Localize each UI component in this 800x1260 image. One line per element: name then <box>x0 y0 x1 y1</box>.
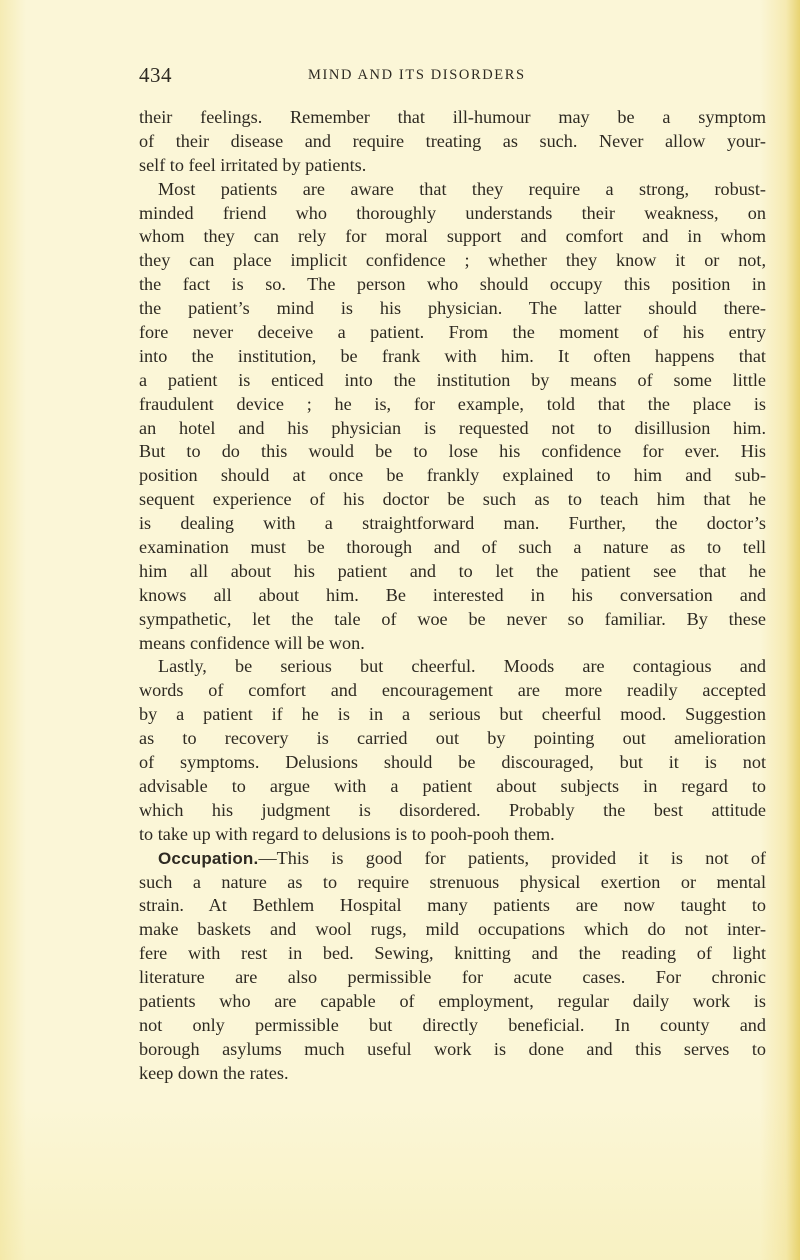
text-line <box>139 847 766 871</box>
text-line: to take up with regard to delusions is to pooh-pooh them. <box>139 823 555 844</box>
text-line: strain. At Bethlem Hospital many patients are now taught to <box>139 895 766 916</box>
text-line: advisable to argue with a patient about subjects in regard to <box>139 775 766 796</box>
text-line: of symptoms. Delusions should be discouraged, but it is not <box>139 752 766 773</box>
text-line: Most patients are aware that they require a strong, robust- <box>158 178 766 199</box>
text-line: examination must be thorough and of such a nature as to tell <box>139 537 766 558</box>
text-line: But to do this would be to lose his confidence for ever. His <box>139 441 766 462</box>
text-line: make baskets and wool rugs, mild occupations which do not inter- <box>139 919 766 940</box>
text-line: such a nature as to require strenuous physical exertion or mental <box>139 871 766 892</box>
page-header <box>139 63 639 89</box>
text-line: self to feel irritated by patients. <box>139 154 367 175</box>
text-line: fraudulent device ; he is, for example, told that the place is <box>139 393 766 414</box>
text-line: the patient’s mind is his physician. The latter should there- <box>139 298 766 319</box>
text-line: which his judgment is disordered. Probably the best attitude <box>139 799 766 820</box>
running-head: MIND AND ITS DISORDERS <box>308 67 526 83</box>
text-line: of their disease and require treating as such. Never allow your- <box>139 130 766 151</box>
text-line: by a patient if he is in a serious but cheerful mood. Suggestion <box>139 704 766 725</box>
text-line: Lastly, be serious but cheerful. Moods are contagious and <box>158 656 766 677</box>
text-line: patients who are capable of employment, regular daily work is <box>139 990 766 1011</box>
text-line: minded friend who thoroughly understands their weakness, on <box>139 202 766 223</box>
text-line: literature are also permissible for acute cases. For chronic <box>139 967 766 988</box>
text-line: sympathetic, let the tale of woe be never so familiar. By these <box>139 608 766 629</box>
text-line: the fact is so. The person who should occupy this position in <box>139 274 766 295</box>
paragraph-occupation <box>139 847 766 1086</box>
text-line: knows all about him. Be interested in his conversation and <box>139 584 766 605</box>
text-line: as to recovery is carried out by pointing out amelioration <box>139 728 766 749</box>
text-line: keep down the rates. <box>139 1062 289 1083</box>
text-line: position should at once be frankly explained to him and sub- <box>139 465 766 486</box>
text-line: their feelings. Remember that ill-humour may be a symptom <box>139 107 766 127</box>
text-line: words of comfort and encouragement are more readily accepted <box>139 680 766 701</box>
text-line: fere with rest in bed. Sewing, knitting and the reading of light <box>139 943 766 964</box>
page-number: 434 <box>139 63 172 87</box>
paragraph-3 <box>139 655 766 846</box>
body-text <box>139 106 766 1086</box>
text-line: into the institution, be frank with him. It often happens that <box>139 345 766 366</box>
paragraph-2 <box>139 178 766 656</box>
text-line: an hotel and his physician is requested not to disillusion him. <box>139 417 766 438</box>
paragraph-1 <box>139 106 766 178</box>
section-sidehead: Occupation. <box>158 848 259 868</box>
sidehead-continuation: —This is good for patients, provided it is not of <box>258 847 766 868</box>
text-line: not only permissible but directly beneficial. In county and <box>139 1014 766 1035</box>
text-line: sequent experience of his doctor be such as to teach him that he <box>139 489 766 510</box>
text-line: they can place implicit confidence ; whether they know it or not, <box>139 250 766 271</box>
text-line: him all about his patient and to let the patient see that he <box>139 560 766 581</box>
text-line: a patient is enticed into the institution by means of some little <box>139 369 766 390</box>
text-line: is dealing with a straightforward man. Further, the doctor’s <box>139 513 766 534</box>
text-line: whom they can rely for moral support and comfort and in whom <box>139 226 766 247</box>
text-line: fore never deceive a patient. From the moment of his entry <box>139 322 766 343</box>
text-line: borough asylums much useful work is done and this serves to <box>139 1038 766 1059</box>
text-line: means confidence will be won. <box>139 632 365 653</box>
